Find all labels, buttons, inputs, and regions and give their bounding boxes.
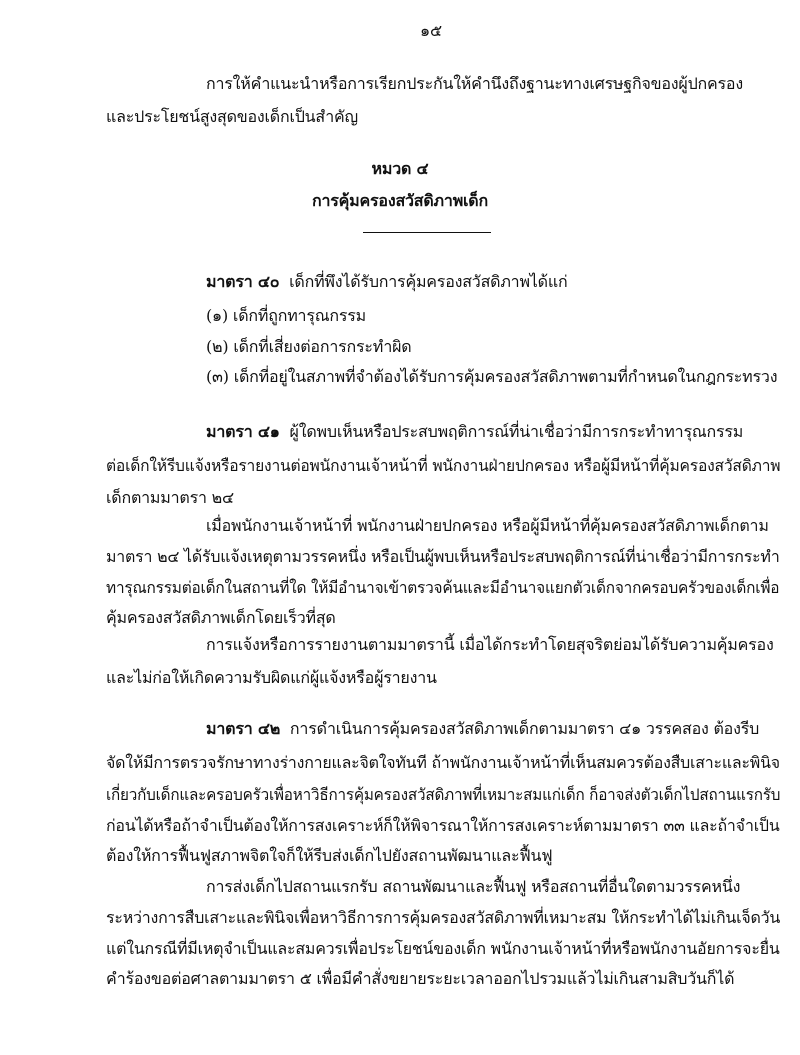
section-41-first-line: ผู้ใดพบเห็นหรือประสบพฤติการณ์ที่น่าเชื่อว่ามีการกระทำทารุณกรรม xyxy=(289,422,744,441)
section-40-item-3: (๓) เด็กที่อยู่ในสภาพที่จำต้องได้รับการคุ้มครองสวัสดิภาพตามที่กำหนดในกฎกระทรวง xyxy=(206,367,778,386)
section-41-line-8: การแจ้งหรือการรายงานตามมาตรานี้ เมื่อได้กระทำโดยสุจริตย่อมได้รับความคุ้มครอง xyxy=(206,635,774,654)
section-41-line-3: เด็กตามมาตรา ๒๔ xyxy=(106,488,234,507)
section-40-label: มาตรา ๔๐ xyxy=(206,272,280,291)
section-40-item-2: (๒) เด็กที่เสี่ยงต่อการกระทำผิด xyxy=(206,337,412,356)
section-42-label: มาตรา ๔๒ xyxy=(206,719,281,738)
section-42-line-5: ต้องให้การฟื้นฟูสภาพจิตใจก็ให้รีบส่งเด็กไปยังสถานพัฒนาและฟื้นฟู xyxy=(106,846,553,865)
page-number: ๑๕ xyxy=(420,21,442,40)
section-42-line-2: จัดให้มีการตรวจรักษาทางร่างกายและจิตใจทันที ถ้าพนักงานเจ้าหน้าที่เห็นสมควรต้องสืบเสาะและพินิจ xyxy=(106,753,780,772)
intro-line-1: การให้คำแนะนำหรือการเรียกประกันให้คำนึงถึงฐานะทางเศรษฐกิจของผู้ปกครอง xyxy=(206,74,743,93)
section-41-line-9: และไม่ก่อให้เกิดความรับผิดแก่ผู้แจ้งหรือผู้รายงาน xyxy=(106,668,437,687)
section-41-line-5: มาตรา ๒๔ ได้รับแจ้งเหตุตามวรรคหนึ่ง หรือเป็นผู้พบเห็นหรือประสบพฤติการณ์ที่น่าเชื่อว่ามีการกระทำ xyxy=(106,547,780,566)
section-42-line-3: เกี่ยวกับเด็กและครอบครัวเพื่อหาวิธีการคุ้มครองสวัสดิภาพที่เหมาะสมแก่เด็ก ก็อาจส่งตัวเด็กไปสถานแรกรับ xyxy=(106,785,781,804)
section-42-line-7: ระหว่างการสืบเสาะและพินิจเพื่อหาวิธีการการคุ้มครองสวัสดิภาพที่เหมาะสม ให้กระทำได้ไม่เกินเจ็ดวัน xyxy=(106,908,781,927)
section-41-line-7: คุ้มครองสวัสดิภาพเด็กโดยเร็วที่สุด xyxy=(106,608,336,627)
title-divider xyxy=(363,232,491,233)
section-41-heading xyxy=(206,421,743,443)
chapter-title: การคุ้มครองสวัสดิภาพเด็ก xyxy=(312,191,488,210)
intro-line-2: และประโยชน์สูงสุดของเด็กเป็นสำคัญ xyxy=(106,107,358,126)
section-42-line-6: การส่งเด็กไปสถานแรกรับ สถานพัฒนาและฟื้นฟู หรือสถานที่อื่นใดตามวรรคหนึ่ง xyxy=(206,877,741,896)
section-41-line-2: ต่อเด็กให้รีบแจ้งหรือรายงานต่อพนักงานเจ้าหน้าที่ พนักงานฝ่ายปกครอง หรือผู้มีหน้าที่คุ้มครองสวัสดิภาพ xyxy=(106,456,781,475)
chapter-number: หมวด ๔ xyxy=(371,159,429,178)
section-42-first-line: การดำเนินการคุ้มครองสวัสดิภาพเด็กตามมาตรา ๔๑ วรรคสอง ต้องรีบ xyxy=(289,719,760,738)
section-42-heading xyxy=(206,718,759,740)
section-40-text: เด็กที่พึงได้รับการคุ้มครองสวัสดิภาพได้แก่ xyxy=(289,272,568,291)
section-42-line-4: ก่อนได้หรือถ้าจำเป็นต้องให้การสงเคราะห์ก็ให้พิจารณาให้การสงเคราะห์ตามมาตรา ๓๓ และถ้าจำเป็น xyxy=(106,816,780,835)
section-41-label: มาตรา ๔๑ xyxy=(206,422,280,441)
section-40-heading xyxy=(206,271,567,293)
section-42-line-8: แต่ในกรณีที่มีเหตุจำเป็นและสมควรเพื่อประโยชน์ของเด็ก พนักงานเจ้าหน้าที่หรือพนักงานอัยการจะยื่น xyxy=(106,939,780,958)
section-40-item-1: (๑) เด็กที่ถูกทารุณกรรม xyxy=(206,306,366,325)
section-41-line-6: ทารุณกรรมต่อเด็กในสถานที่ใด ให้มีอำนาจเข้าตรวจค้นและมีอำนาจแยกตัวเด็กจากครอบครัวของเด็กเพื่อ xyxy=(106,578,780,597)
section-42-line-9: คำร้องขอต่อศาลตามมาตรา ๕ เพื่อมีคำสั่งขยายระยะเวลาออกไปรวมแล้วไม่เกินสามสิบวันก็ได้ xyxy=(106,969,735,988)
section-41-line-4: เมื่อพนักงานเจ้าหน้าที่ พนักงานฝ่ายปกครอง หรือผู้มีหน้าที่คุ้มครองสวัสดิภาพเด็กตาม xyxy=(206,516,769,535)
